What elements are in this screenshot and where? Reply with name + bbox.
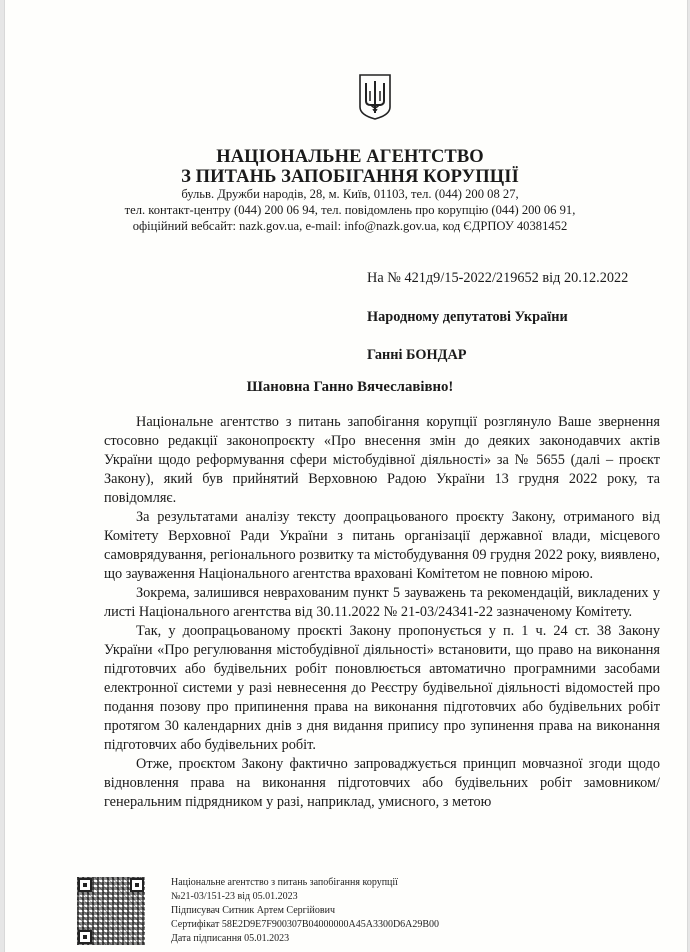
stamp-organization: Національне агентство з питань запобігання корупції — [171, 877, 398, 888]
org-name-line1: НАЦІОНАЛЬНЕ АГЕНТСТВО — [216, 147, 484, 167]
addressee-title: Народному депутатові України — [367, 309, 568, 325]
qr-code-icon — [77, 877, 145, 945]
greeting: Шановна Ганно Вячеславівно! — [246, 379, 454, 395]
stamp-certificate: Сертифікат 58E2D9E7F900307B04000000A45A3300D6A29B00 — [171, 919, 440, 930]
org-address: бульв. Дружби народів, 28, м. Київ, 01103, тел. (044) 200 08 27, — [181, 187, 519, 201]
stamp-signer: Підписувач Ситник Артем Сергійович — [171, 905, 335, 916]
org-name-line2: З ПИТАНЬ ЗАПОБІГАННЯ КОРУПЦІЇ — [181, 167, 519, 187]
paragraph: Національне агентство з питань запобігання корупції розглянуло Ваше звернення стосовно редакції законопроєкту «Про внесення змін до деяких законодавчих актів України щодо реформування сфери містобудівної діяльності» за № 5655 (далі – проєкт Закону), який був прийнятий Верховною Радою України 13 грудня 2022 року, та повідомляє. — [104, 414, 660, 506]
signature-stamp — [77, 877, 497, 947]
org-web-email: офіційний вебсайт: nazk.gov.ua, e-mail: info@nazk.gov.ua, код ЄДРПОУ 40381452 — [132, 219, 568, 233]
document-page — [4, 0, 688, 952]
paragraph: Отже, проєктом Закону фактично запроваджується принцип мовчазної згоди щодо відновлення права на виконання підготовчих або будівельних робіт замовником/генеральним підрядником у разі, наприклад, умисного, з метою — [104, 756, 660, 810]
stamp-document-number: №21-03/151-23 від 05.01.2023 — [171, 891, 298, 902]
reference-number: На № 421д9/15-2022/219652 від 20.12.2022 — [367, 270, 629, 286]
addressee-name: Ганні БОНДАР — [367, 347, 467, 363]
trident-coat-of-arms-icon — [358, 73, 392, 121]
paragraph: За результатами аналізу тексту доопрацьованого проєкту Закону, отриманого від Комітету Верховної Ради України з питань організації державної влади, місцевого самоврядування, регіонального розвитку та містобудування 09 грудня 2022 року, виявлено, що зауваження Національного агентства враховані Комітетом не повною мірою. — [104, 509, 660, 582]
letter-body — [104, 413, 660, 812]
paragraph: Зокрема, залишився невраховaним пункт 5 зауважень та рекомендацій, викладених у листі Національного агентства від 30.11.2022 № 21-03/24341-22 зазначеному Комітету. — [104, 585, 660, 620]
paragraph: Так, у доопрацьованому проєкті Закону пропонується у п. 1 ч. 24 ст. 38 Закону України «Про регулювання містобудівної діяльності» встановити, що право на виконання підготовчих або будівельних робіт поновлюється автоматично програмними засобами електронної системи у разі невнесення до Реєстру будівельної діяльності відомостей про подання позову про припинення права на виконання підготовчих або будівельних робіт протягом 30 календарних днів з дня видання припису про зупинення права на виконання підготовчих або будівельних робіт. — [104, 623, 660, 753]
stamp-signing-date: Дата підписання 05.01.2023 — [171, 933, 290, 944]
org-phones: тел. контакт-центру (044) 200 06 94, тел. повідомлень про корупцію (044) 200 06 91, — [124, 203, 576, 217]
